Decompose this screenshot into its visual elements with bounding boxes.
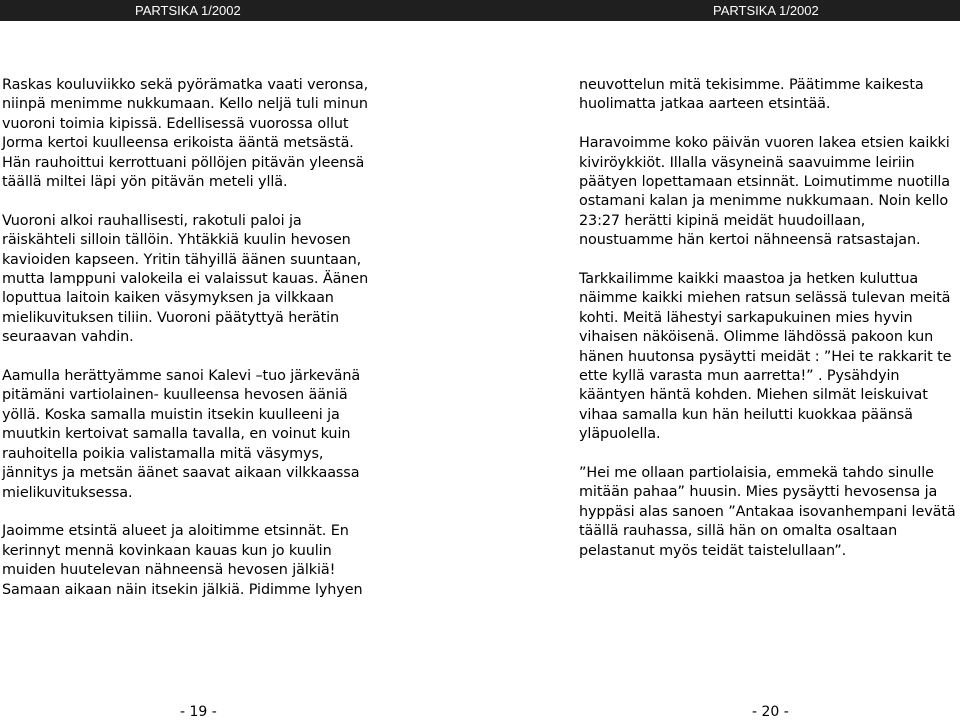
header-title-right: PARTSIKA 1/2002 (713, 3, 819, 18)
header-title-left: PARTSIKA 1/2002 (135, 3, 241, 18)
paragraph: Raskas kouluviikko sekä pyörämatka vaati veronsa, niinpä menimme nukkumaan. Kello neljä tuli minun vuoroni toimia kipissä. Edellisessä vuorossa ollut Jorma kertoi kuulleensa erikoista ääntä metsästä. Hän rauhoittui kerrottuani pöllöjen pitävän yleensä täällä miltei läpi yön pitävän meteli yllä. (2, 77, 369, 191)
right-column (579, 76, 959, 561)
page-number-left: - 19 - (180, 704, 217, 720)
page-number-right: - 20 - (752, 704, 789, 720)
paragraph: Haravoimme koko päivän vuoren lakea etsien kaikki kiviröykkiöt. Illalla väsyneinä saavuimme leiriin päätyen lopettamaan etsinnät. Loimutimme nuotilla ostamani kalan ja menimme nukkumaan. Noin kello 23:27 herätti kipinä meidät huudoillaan, noustuamme hän kertoi nähneensä ratsastajan. (579, 135, 950, 249)
paragraph: Tarkkailimme kaikki maastoa ja hetken kuluttua näimme kaikki miehen ratsun selässä tulevan meitä kohti. Meitä lähestyi sarkapukuinen mies hyvin vihaisen näköisenä. Olimme lähdössä pakoon kun hänen huutonsa pysäytti meidät : ”Hei te rakkarit te ette kyllä varasta mun aarretta!” . Pysähdyin kääntyen häntä kohden. Miehen silmät leiskuivat vihaa samalla kun hän heilutti kuokkaa päänsä yläpuolella. (579, 271, 952, 443)
paragraph: Aamulla herättyämme sanoi Kalevi –tuo järkevänä pitämäni vartiolainen- kuulleensa hevosen ääniä yöllä. Koska samalla muistin itsekin kuulleeni ja muutkin kertoivat samalla tavalla, en voinut kuin rauhoitella poikia valistamalla mitä väsymys, jännitys ja metsän äänet saavat aikaan vilkkaassa mielikuvituksessa. (2, 368, 361, 501)
left-column (2, 76, 382, 600)
page-header (0, 0, 960, 21)
paragraph: Jaoimme etsintä alueet ja aloitimme etsinnät. En kerinnyt mennä kovinkaan kauas kun jo kuulin muiden huutelevan nähneensä hevosen jälkiä! Samaan aikaan näin itsekin jälkiä. Pidimme lyhyen (2, 523, 363, 598)
paragraph: ”Hei me ollaan partiolaisia, emmekä tahdo sinulle mitään pahaa” huusin. Mies pysäytti hevosensa ja hyppäsi alas sanoen ”Antakaa isovanhempani levätä täällä rauhassa, sillä hän on omalta osaltaan pelastanut myös teidät taistelullaan”. (579, 465, 956, 559)
paragraph: neuvottelun mitä tekisimme. Päätimme kaikesta huolimatta jatkaa aarteen etsintää. (579, 77, 924, 113)
paragraph: Vuoroni alkoi rauhallisesti, rakotuli paloi ja räiskähteli silloin tällöin. Yhtäkkiä kuulin hevosen kavioiden kapseen. Yritin tähyillä äänen suuntaan, mutta lamppuni valokeila ei valaissut kauas. Äänen loputtua laitoin kaiken väsymyksen ja vilkkaan mielikuvituksen tiliin. Vuoroni päätyttyä herätin seuraavan vahdin. (2, 212, 369, 346)
